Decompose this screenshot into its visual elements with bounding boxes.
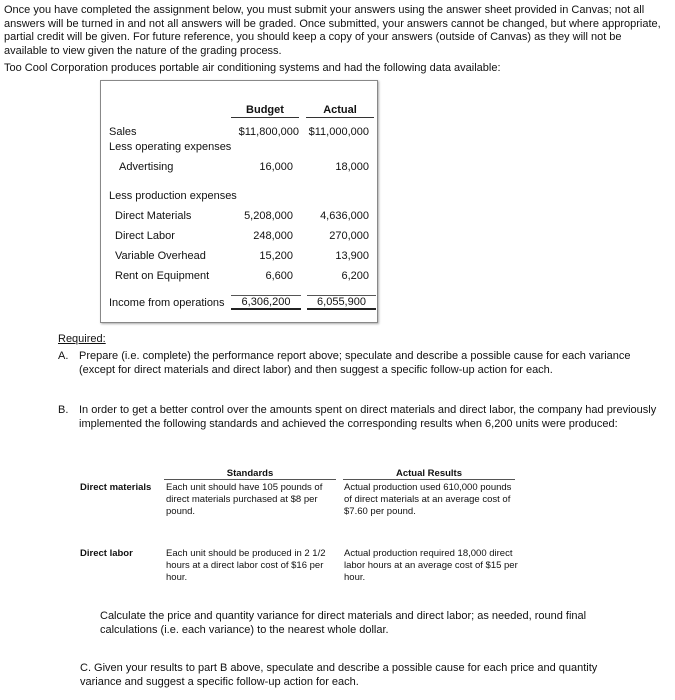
company-description: Too Cool Corporation produces portable air conditioning systems and had the following data available: [4, 62, 501, 74]
row-label: Less production expenses [109, 190, 237, 202]
actual-header: Actual [306, 104, 374, 118]
part-c-text: C. Given your results to part B above, speculate and describe a possible cause for each price and quantity variance and suggest a specific follow-up action for each. [80, 662, 598, 688]
intro-paragraph: Once you have completed the assignment below, you must submit your answers using the answer sheet provided in Canvas; not all answers will be turned in and not all answers will be graded. Once submitted, your answers cannot be changed, but where appropriate, partial credit will be given. For future reference, you should keep a copy of your answers (outside of Canvas) as they will not be available to view given the nature of the grading process. [4, 4, 661, 57]
budget-value: $11,800,000 [238, 126, 299, 138]
row-label: Income from operations [109, 297, 225, 309]
direct-labor-actual: Actual production required 18,000 direct labor hours at an average cost of $15 per hour. [344, 548, 518, 583]
direct-labor-label: Direct labor [80, 548, 133, 559]
row-label: Sales [109, 126, 137, 138]
actual-value: 270,000 [329, 230, 369, 242]
budget-value: 15,200 [259, 250, 293, 262]
actual-value: 18,000 [335, 161, 369, 173]
budget-value: 248,000 [253, 230, 293, 242]
part-b-marker: B. [58, 404, 69, 416]
row-label: Direct Labor [115, 230, 175, 242]
actual-value: $11,000,000 [308, 126, 369, 138]
budget-value: 16,000 [259, 161, 293, 173]
budget-value: 6,600 [265, 270, 293, 282]
actual-value: 6,200 [341, 270, 369, 282]
calculation-instructions: Calculate the price and quantity variance for direct materials and direct labor; as needed, round final calculations (i.e. each variance) to the nearest whole dollar. [100, 610, 587, 636]
budget-total: 6,306,200 [231, 295, 301, 310]
part-b-text: In order to get a better control over the amounts spent on direct materials and direct labor, the company had previously implemented the following standards and achieved the corresponding results when 6,200 units were produced: [79, 404, 657, 430]
direct-materials-actual: Actual production used 610,000 pounds of direct materials at an average cost of $7.60 per pound. [344, 482, 512, 517]
actual-results-header: Actual Results [343, 468, 515, 480]
direct-materials-label: Direct materials [80, 482, 152, 493]
row-label: Variable Overhead [115, 250, 206, 262]
row-label: Rent on Equipment [115, 270, 210, 282]
row-label: Less operating expenses [109, 141, 232, 153]
budget-value: 5,208,000 [244, 210, 293, 222]
row-label: Advertising [119, 161, 174, 173]
standards-header: Standards [164, 468, 336, 480]
actual-value: 4,636,000 [320, 210, 369, 222]
budget-header: Budget [231, 104, 299, 118]
actual-value: 13,900 [335, 250, 369, 262]
part-a-text: Prepare (i.e. complete) the performance report above; speculate and describe a possible cause for each variance (except for direct materials and direct labor) and then suggest a specific follow-up action for each. [79, 350, 631, 376]
required-heading: Required: [58, 333, 106, 345]
performance-report-table [100, 80, 378, 323]
row-label: Direct Materials [115, 210, 192, 222]
actual-total: 6,055,900 [307, 295, 376, 310]
direct-materials-standard: Each unit should have 105 pounds of direct materials purchased at $8 per pound. [166, 482, 323, 517]
part-a-marker: A. [58, 350, 69, 362]
direct-labor-standard: Each unit should be produced in 2 1/2 hours at a direct labor cost of $16 per hour. [166, 548, 326, 583]
